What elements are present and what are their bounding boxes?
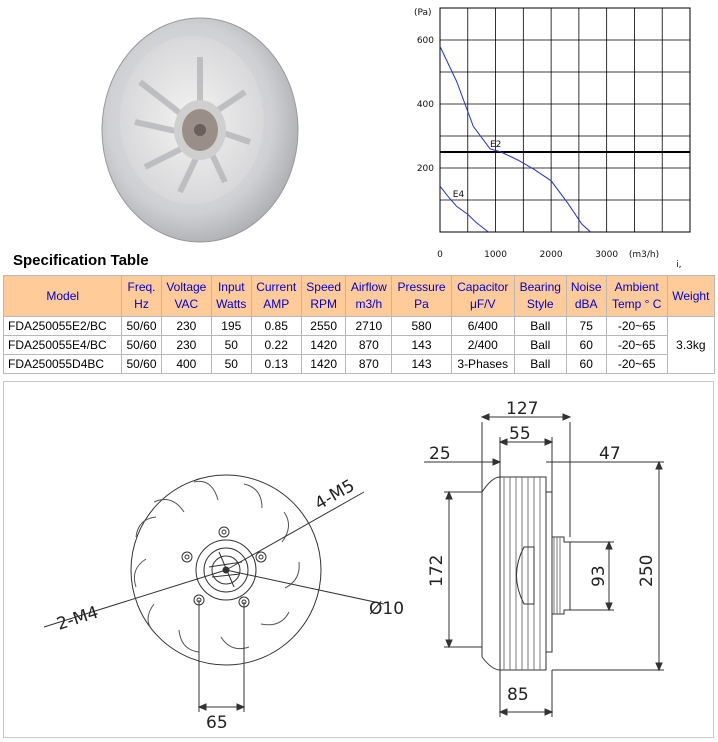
table-cell: 0.85	[251, 317, 301, 336]
dim-127-label: 127	[506, 399, 539, 419]
side-view	[424, 414, 664, 717]
header-top: Capacitor	[457, 280, 509, 294]
dimension-drawings-svg	[4, 382, 713, 737]
dim-dia10-label: Ø10	[369, 599, 405, 619]
table-cell: 143	[392, 355, 451, 374]
table-cell: 1420	[301, 355, 345, 374]
header-cell	[392, 276, 451, 317]
header-bottom: RPM	[310, 297, 337, 311]
dim-250-label: 250	[637, 554, 657, 587]
header-bottom: dBA	[574, 297, 598, 311]
model-cell: FDA250055E4/BC	[4, 336, 122, 355]
table-row	[4, 317, 715, 336]
table-cell: 50	[212, 336, 251, 355]
model-cell: FDA250055E2/BC	[4, 317, 122, 336]
fan-impeller-photo	[100, 2, 300, 247]
dim-2m4-label: 2-M4	[54, 602, 101, 635]
table-cell: -20~65	[606, 336, 667, 355]
x-axis-label: (m3/h)	[628, 250, 660, 260]
header-bottom: Hz	[134, 297, 149, 311]
table-cell: 75	[566, 317, 606, 336]
header-top: Ambient	[614, 280, 659, 294]
header-top: Speed	[306, 280, 341, 294]
table-cell: 195	[212, 317, 251, 336]
header-bottom: Style	[526, 297, 554, 311]
table-cell: 60	[566, 355, 606, 374]
spec-table-header-row	[4, 276, 715, 317]
table-row	[4, 355, 715, 374]
header-bottom: AMP	[263, 297, 290, 311]
x-tick-label: 2000	[539, 250, 563, 260]
table-cell: 50/60	[122, 317, 161, 336]
y-tick-label: 600	[416, 36, 434, 46]
header-cell	[251, 276, 301, 317]
header-cell	[301, 276, 345, 317]
axis-mark: i,	[676, 260, 682, 270]
series-label-e2: E2	[490, 140, 502, 151]
spec-table-title: Specification Table	[13, 252, 149, 269]
table-cell: 50/60	[122, 336, 161, 355]
header-top: Input	[217, 280, 245, 294]
dim-4m5-label: 4-M5	[311, 475, 359, 515]
series-line-e2	[440, 46, 591, 232]
y-tick-label: 400	[416, 100, 434, 110]
header-top: Bearing	[519, 280, 561, 294]
chart-axes	[414, 8, 681, 270]
table-row	[4, 336, 715, 355]
header-cell	[606, 276, 667, 317]
header-cell	[514, 276, 566, 317]
dimension-drawings-panel	[3, 381, 714, 738]
table-cell: -20~65	[606, 317, 667, 336]
header-cell	[451, 276, 514, 317]
performance-curve-chart	[410, 0, 718, 270]
x-tick-label: 0	[437, 250, 443, 260]
table-cell: 230	[161, 336, 211, 355]
table-cell: 580	[392, 317, 451, 336]
header-cell	[212, 276, 251, 317]
header-bottom: VAC	[174, 297, 199, 311]
model-cell: FDA250055D4BC	[4, 355, 122, 374]
table-cell: 50	[212, 355, 251, 374]
table-cell: Ball	[514, 355, 566, 374]
table-cell: -20~65	[606, 355, 667, 374]
y-axis-label: (Pa)	[414, 8, 432, 18]
table-cell: 230	[161, 317, 211, 336]
table-cell: 0.22	[251, 336, 301, 355]
weight-cell: 3.3kg	[667, 317, 714, 374]
dim-25-label: 25	[429, 444, 451, 464]
header-cell	[122, 276, 161, 317]
table-cell: 143	[392, 336, 451, 355]
y-tick-label: 200	[416, 164, 434, 174]
spec-table-body	[4, 317, 715, 374]
header-top: Airflow	[350, 280, 387, 294]
header-bottom: Pa	[414, 297, 429, 311]
table-cell: 1420	[301, 336, 345, 355]
table-cell: 870	[346, 355, 392, 374]
header-bottom: m3/h	[355, 297, 383, 311]
header-cell	[4, 276, 122, 317]
table-cell: 2550	[301, 317, 345, 336]
header-bottom: Watts	[216, 297, 247, 311]
header-cell	[667, 276, 714, 317]
dim-93-label: 93	[589, 565, 609, 587]
dim-172-label: 172	[427, 554, 447, 587]
header-top: Freq.	[127, 280, 156, 294]
table-cell: 3-Phases	[451, 355, 514, 374]
header-top: Pressure	[397, 280, 446, 294]
table-cell: 0.13	[251, 355, 301, 374]
table-cell: Ball	[514, 317, 566, 336]
header-top: Weight	[672, 288, 710, 303]
spec-table	[3, 275, 715, 374]
dim-55-label: 55	[509, 424, 531, 444]
dim-47-label: 47	[599, 444, 621, 464]
table-cell: 2/400	[451, 336, 514, 355]
header-cell	[161, 276, 211, 317]
dim-65-label: 65	[206, 713, 228, 733]
chart-frame	[440, 8, 690, 232]
table-cell: 50/60	[122, 355, 161, 374]
table-cell: Ball	[514, 336, 566, 355]
chart-grid	[440, 8, 690, 232]
table-cell: 6/400	[451, 317, 514, 336]
table-cell: 2710	[346, 317, 392, 336]
header-top: Model	[46, 288, 80, 303]
x-tick-label: 3000	[595, 250, 619, 260]
header-top: Voltage	[166, 280, 207, 294]
chart-series	[440, 46, 591, 232]
header-top: Noise	[570, 280, 602, 294]
x-tick-label: 1000	[484, 250, 508, 260]
series-label-e4: E4	[452, 189, 465, 200]
dim-85-label: 85	[507, 685, 529, 705]
header-top: Current	[256, 280, 297, 294]
table-cell: 870	[346, 336, 392, 355]
header-bottom: μF/V	[469, 297, 496, 311]
header-cell	[346, 276, 392, 317]
front-view	[44, 475, 384, 712]
header-bottom: Temp ° C	[611, 297, 662, 311]
chart-labels	[453, 140, 502, 200]
header-cell	[566, 276, 606, 317]
table-cell: 60	[566, 336, 606, 355]
table-cell: 400	[161, 355, 211, 374]
